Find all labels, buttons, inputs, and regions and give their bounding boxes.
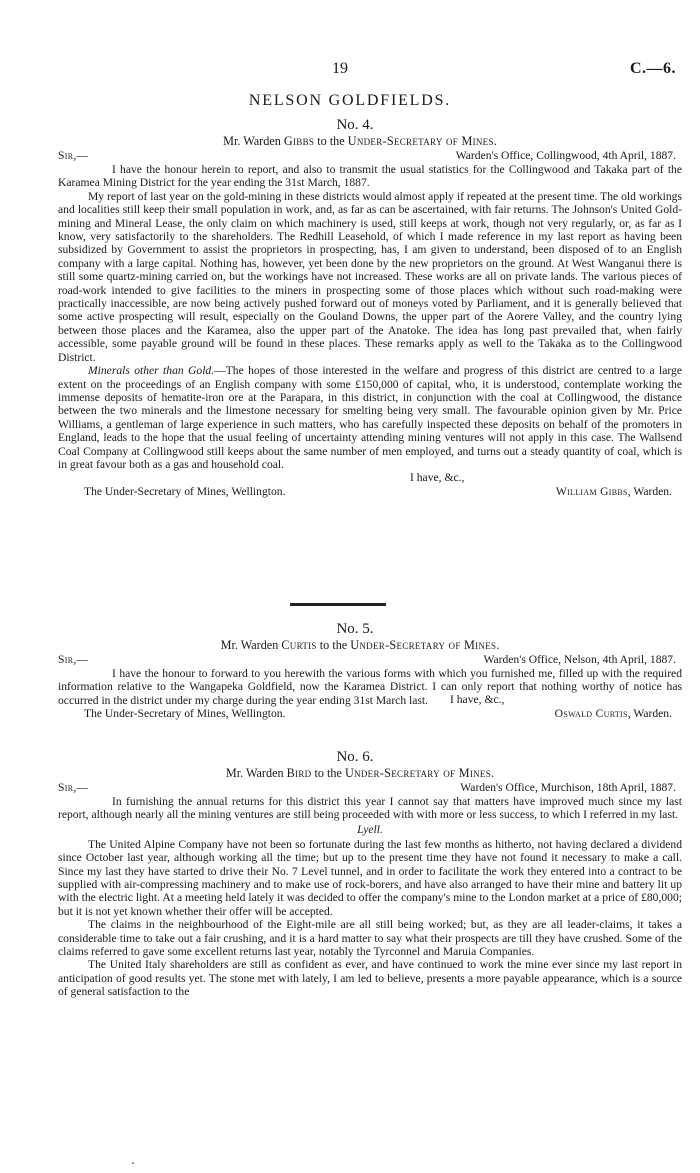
salutation-line	[58, 149, 682, 163]
salutation-line	[58, 781, 682, 795]
document-code: C.—6.	[629, 60, 676, 77]
paragraph: The United Alpine Company have not been so fortunate during the last few months as hitherto, not having declared a dividend since October last year, although working all the time; but up to the present time they have not found it necessary to make a call. Since my last they have started to drive their No. 7 Level tunnel, and in order to facilitate the work they entered into a contract to be supplied with air-compressing machinery and to make use of rock-borers, and have also arranged to have their mine and battery lit up with the electric light. At a meeting held lately it was decided to offer the company's mine to the London market at a price of £80,000; but it is not yet known whether their offer will be accepted.	[58, 837, 682, 918]
closing-line: I have, &c.,	[410, 471, 465, 485]
letter-number: No. 4.	[336, 117, 374, 133]
signature-line	[58, 485, 682, 499]
office-dateline: Warden's Office, Murchison, 18th April, 1887.	[460, 781, 676, 794]
letter-number: No. 6.	[336, 749, 374, 765]
paragraph: I have the honour herein to report, and also to transmit the usual statistics for the Collingwood and Takaka part of the Karamea Mining District for the year ending the 31st March, 1887.	[58, 163, 682, 190]
paragraph: I have the honour to forward to you herewith the various forms with which you furnished me, filled up with the required information relative to the Wangapeka Goldfield, now the Karamea District. I can only report that nothing worthy of notice has occurred in the district under my charge during the year ending 31st March last.	[58, 667, 682, 707]
signatory: William Gibbs, Warden.	[555, 485, 672, 499]
page-title: NELSON GOLDFIELDS.	[248, 92, 452, 109]
signatory: Oswald Curtis, Warden.	[554, 707, 672, 721]
salutation: Sir,—	[58, 781, 89, 794]
scan-speck	[132, 1162, 134, 1164]
salutation-line	[58, 653, 682, 667]
letter-heading: Mr. Warden Gibbs to the Under-Secretary of Mines.	[223, 134, 497, 148]
letter-number: No. 5.	[336, 621, 374, 637]
paragraph: The claims in the neighbourhood of the Eight-mile are all still being worked; but, as they are all leader-claims, it takes a considerable time to take out a fair crushing, and it is a hard matter to say what their prospects are till they have crushed. Some of the claims referred to gave some excellent returns last year, notably the Tyrconnel and Maruia Companies.	[58, 918, 682, 959]
page-number: 19	[332, 60, 348, 77]
closing-line: I have, &c.,	[450, 693, 505, 707]
letter-no-4	[58, 116, 682, 499]
letter-no-6	[58, 748, 682, 999]
letter-no-5	[58, 620, 682, 721]
addressee: The Under-Secretary of Mines, Wellington.	[84, 707, 286, 721]
paragraph: In furnishing the annual returns for this district this year I cannot say that matters have improved much since my last report, although nearly all the mining ventures are still being proceeded with with more or less success, to which I referred in my last.	[58, 795, 682, 822]
office-dateline: Warden's Office, Collingwood, 4th April, 1887.	[455, 149, 676, 162]
subheading-lyell: Lyell.	[357, 822, 383, 836]
signature-line	[58, 707, 682, 721]
section-divider	[290, 603, 386, 606]
letter-heading: Mr. Warden Curtis to the Under-Secretary of Mines.	[220, 638, 500, 652]
addressee: The Under-Secretary of Mines, Wellington.	[84, 485, 286, 499]
paragraph: The United Italy shareholders are still as confident as ever, and have continued to work the mine ever since my last report in anticipation of good results yet. The stone met with lately, I am led to believe, presents a more payable appearance, which is a source of general satisfaction to the	[58, 958, 682, 999]
paragraph: My report of last year on the gold-mining in these districts would almost apply if repeated at the present time. The old workings and localities still keep their small population in work, and, as far as can be ascertained, with fair returns. The Johnson's United Gold-mining and Mineral Lease, the only claim on which machinery is used, still keeps at work, though not very regularly, or, as far as I know, very satisfactorily to the shareholders. The Redhill Leasehold, of which I made reference in my last report as having been subsidized by Government to assist the proprietors in prospecting, has, I am given to understand, been disposed of to an English company with a large capital. Nothing has, however, yet been done by the new proprietors on the ground. At West Wanganui there is still some quartz-mining carried on, but the workings have not increased. These works are all on private lands. The various pieces of road-work intended to give facilities to the miners in prospecting some of those places which without such road-making were practically inaccessible, are now being actively pushed forward out of moneys voted by Parliament, and it is generally believed that some active prospecting will result, especially on the Gouland Downs, the upper part of the Aorere Valley, and the country lying between those places and the Karamea, also the upper part of the Anatoke. The idea has long past prevailed that, when fairly accessible, some payable ground will be found in these places. These remarks apply as well to the Takaka as to the Collingwood District.	[58, 189, 682, 364]
letter-heading: Mr. Warden Bird to the Under-Secretary of Mines.	[225, 766, 495, 780]
minerals-title: Minerals other than Gold.	[88, 364, 215, 378]
salutation: Sir,—	[58, 653, 89, 666]
salutation: Sir,—	[58, 149, 89, 162]
paragraph-minerals: Minerals other than Gold.—The hopes of those interested in the welfare and progress of this district are centred to a large extent on the proceedings of an English company with some £150,000 of capital, who, it is understood, contemplate working the immense deposits of hematite-iron ore at the Parapara, in this district, in conjunction with the coal at Collingwood, the distance between the two minerals and the limestone necessary for smelting being very small. The favourable opinion given by Mr. Price Williams, a gentleman of large experience in such matters, who has carefully inspected these deposits on behalf of the promoters in England, leads to the hope that the usual feeling of uncertainty attending mining ventures will not apply in this case. The Wallsend Coal Company at Collingwood still keeps about the same number of men employed, and turns out a steady quantity of coal, which is in great favour both as a gas and household coal.	[58, 364, 682, 471]
office-dateline: Warden's Office, Nelson, 4th April, 1887.	[483, 653, 676, 666]
